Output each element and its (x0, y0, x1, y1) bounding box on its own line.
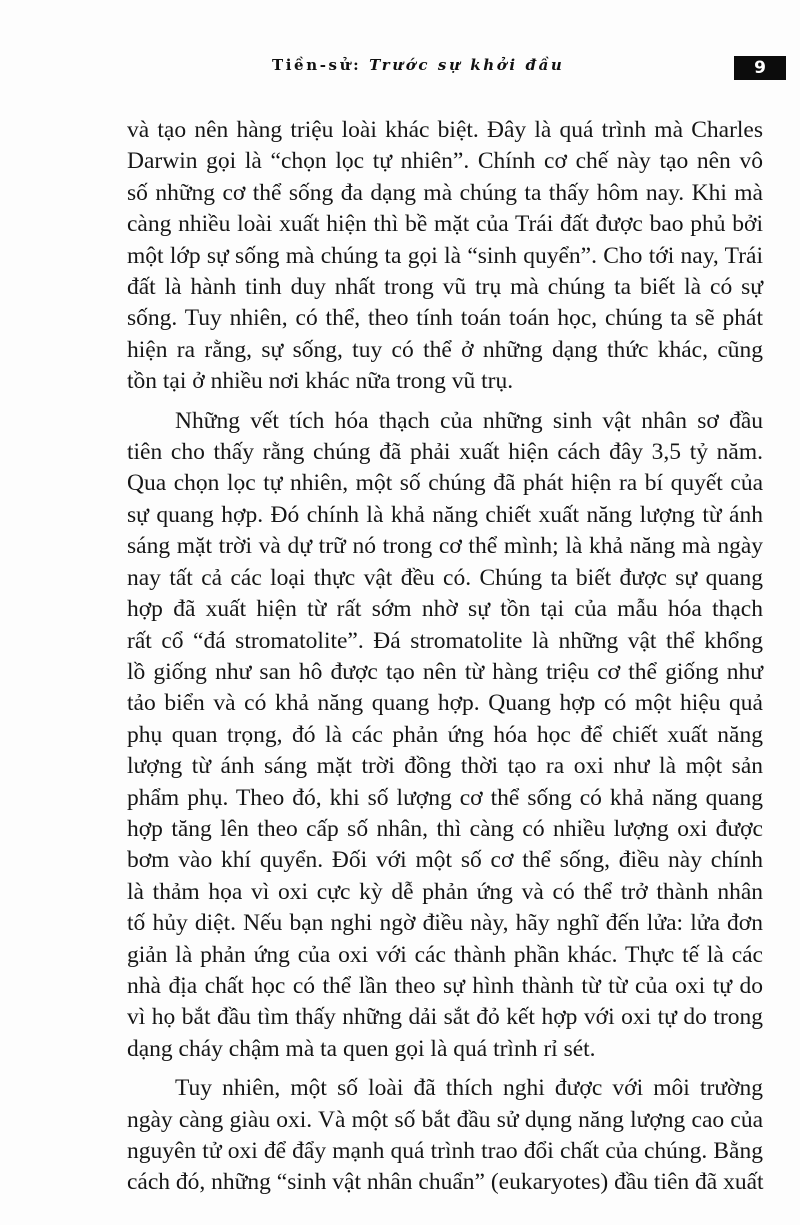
text-line: dạng cháy chậm mà ta quen gọi là quá trình rỉ sét. (127, 1035, 596, 1062)
text-line: bơm vào khí quyển. Đối với một số cơ thể sống, điều này chính (127, 847, 763, 874)
text-line: ngày càng giàu oxi. Và một số bắt đầu sử dụng năng lượng cao của (127, 1106, 763, 1133)
text-line: sự quang hợp. Đó chính là khả năng chiết xuất năng lượng từ ánh (127, 501, 763, 528)
body-text (127, 115, 763, 1207)
chapter-title: Trước sự khởi đầu (369, 56, 565, 74)
text-line: Tuy nhiên, một số loài đã thích nghi được với môi trường (175, 1075, 763, 1102)
text-line: nhà địa chất học có thể lần theo sự hình thành từ từ của oxi tự do (127, 972, 763, 999)
text-line: hiện ra rằng, sự sống, tuy có thể ở những dạng thức khác, cũng (127, 336, 763, 363)
page-number: 9 (734, 56, 786, 80)
text-line: càng nhiều loài xuất hiện thì bề mặt của Trái đất được bao phủ bởi (127, 211, 763, 238)
paragraph (127, 1073, 763, 1199)
text-line: rất cổ “đá stromatolite”. Đá stromatolite là những vật thể khổng (127, 627, 763, 654)
text-line: hợp đã xuất hiện từ rất sớm nhờ sự tồn tại của mẫu hóa thạch (127, 596, 763, 623)
text-line: tiên cho thấy rằng chúng đã phải xuất hiện cách đây 3,5 tỷ năm. (127, 439, 763, 466)
text-line: Những vết tích hóa thạch của những sinh vật nhân sơ đầu (175, 407, 763, 434)
text-line: Darwin gọi là “chọn lọc tự nhiên”. Chính cơ chế này tạo nên vô (127, 148, 763, 175)
text-line: cách đó, những “sinh vật nhân chuẩn” (eukaryotes) đầu tiên đã xuất (127, 1169, 764, 1196)
paragraph (127, 406, 763, 1066)
section-label: Tiền-sử: (272, 56, 362, 74)
text-line: số những cơ thể sống đa dạng mà chúng ta thấy hôm nay. Khi mà (127, 179, 763, 206)
text-line: nay tất cả các loại thực vật đều có. Chúng ta biết được sự quang (127, 564, 763, 591)
text-line: và tạo nên hàng triệu loài khác biệt. Đây là quá trình mà Charles (127, 117, 763, 143)
text-line: tố hủy diệt. Nếu bạn nghi ngờ điều này, hãy nghĩ đến lửa: lửa đơn (127, 910, 763, 937)
text-line: phẩm phụ. Theo đó, khi số lượng cơ thể sống có khả năng quang (127, 784, 763, 811)
text-line: một lớp sự sống mà chúng ta gọi là “sinh quyển”. Cho tới nay, Trái (127, 242, 763, 269)
text-line: tồn tại ở nhiều nơi khác nữa trong vũ trụ. (127, 368, 514, 395)
paragraph (127, 115, 763, 398)
text-line: đất là hành tinh duy nhất trong vũ trụ mà chúng ta biết là có sự (127, 274, 763, 301)
text-line: lồ giống như san hô được tạo nên từ hàng triệu cơ thể giống như (127, 658, 763, 685)
text-line: hợp tăng lên theo cấp số nhân, thì càng có nhiều lượng oxi được (127, 815, 763, 842)
text-line: giản là phản ứng của oxi với các thành phần khác. Thực tế là các (127, 941, 763, 968)
text-line: sống. Tuy nhiên, có thể, theo tính toán toán học, chúng ta sẽ phát (127, 305, 763, 332)
text-line: Qua chọn lọc tự nhiên, một số chúng đã phát hiện ra bí quyết của (127, 470, 763, 497)
running-header (0, 54, 800, 84)
text-line: là thảm họa vì oxi cực kỳ dễ phản ứng và có thể trở thành nhân (127, 878, 763, 905)
text-line: vì họ bắt đầu tìm thấy những dải sắt đỏ kết hợp với oxi tự do trong (127, 1004, 763, 1031)
text-line: sáng mặt trời và dự trữ nó trong cơ thể mình; là khả năng mà ngày (127, 533, 763, 560)
text-line: nguyên tử oxi để đẩy mạnh quá trình trao đổi chất của chúng. Bằng (127, 1138, 763, 1164)
running-title (272, 56, 564, 74)
text-line: lượng từ ánh sáng mặt trời đồng thời tạo ra oxi như là một sản (127, 753, 763, 780)
text-line: phụ quan trọng, đó là các phản ứng hóa học để chiết xuất năng (127, 721, 763, 748)
text-line: tảo biển và có khả năng quang hợp. Quang hợp có một hiệu quả (127, 690, 763, 717)
